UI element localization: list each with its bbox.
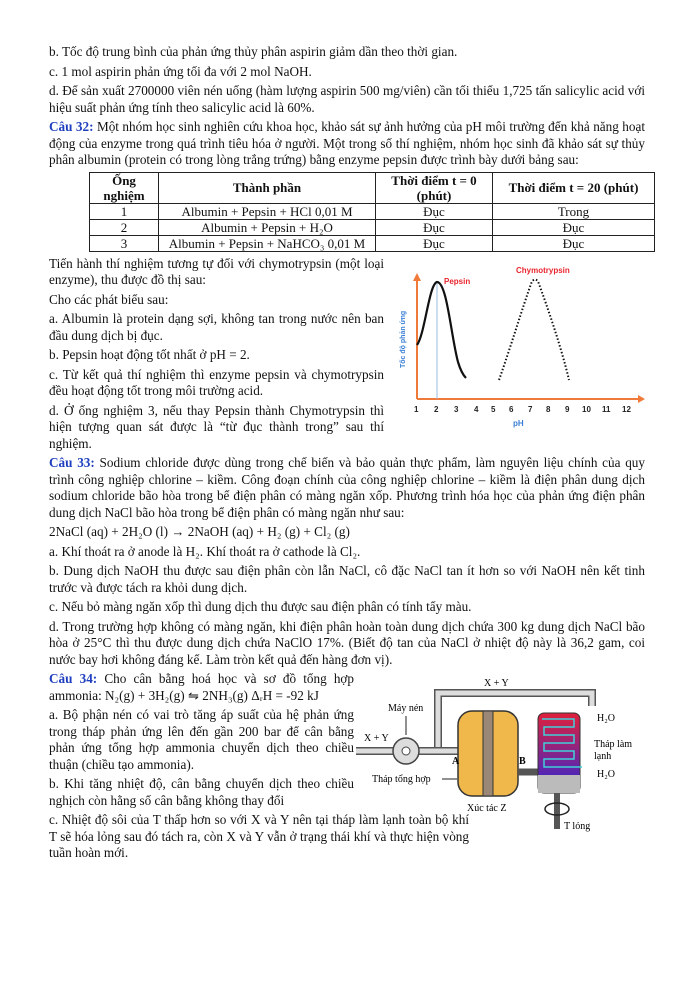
q32-statements-and-chart [49, 256, 645, 456]
experiment-table [89, 172, 655, 252]
svg-text:4: 4 [474, 404, 479, 414]
point-b: B [519, 756, 526, 767]
x-tick-labels [414, 405, 631, 414]
cell: Albumin + Pepsin + HCl 0,01 M [159, 203, 376, 219]
table-row [90, 203, 655, 219]
svg-text:11: 11 [602, 404, 611, 414]
svg-text:7: 7 [528, 404, 533, 414]
q34-label: Câu 34: [49, 671, 98, 686]
q34-statement-c: c. Nhiệt độ sôi của T thấp hơn so với X và Y nên tại tháp làm lạnh toàn bộ khí T sẽ hóa lỏng sau đó tách ra, còn X và Y vẫn ở trạng thái khí và thực hiện vòng tuần hoàn mới. [49, 812, 469, 860]
q31-statement-b: b. Tốc độ trung bình của phản ứng thủy phân aspirin giảm dần theo thời gian. [49, 44, 458, 59]
x-axis-arrow-icon [638, 395, 645, 403]
cell: Đục [376, 235, 493, 251]
h2o-out-label: H₂O [597, 713, 615, 724]
q34-block [49, 671, 645, 865]
input-label: X + Y [364, 733, 389, 744]
liquid-label: T lỏng [564, 821, 591, 832]
col-header: Thời điểm t = 0 (phút) [376, 172, 493, 203]
point-a: A [452, 756, 460, 767]
q33-statement-c: c. Nếu bỏ màng ngăn xốp thì dung dịch thu được sau điện phân có tính tẩy màu. [49, 599, 472, 614]
pepsin-label: Pepsin [444, 276, 471, 286]
tower-label: Tháp tổng hợp [372, 774, 431, 785]
q34-statement-a: a. Bộ phận nén có vai trò tăng áp suất của hệ phản ứng trong tháp phản ứng lên đến gần 200 bar để cân bằng phản ứng tổng hợp ammonia chuyển dịch theo chiều thuận (chiều tạo ammonia). [49, 707, 354, 772]
pepsin-curve [417, 282, 466, 378]
ph-activity-chart [395, 256, 645, 436]
compressor-label: Máy nén [388, 703, 424, 714]
svg-text:10: 10 [582, 404, 591, 414]
table-row [90, 219, 655, 235]
q32-statement-d: d. Ở ống nghiệm 3, nếu thay Pepsin thành Chymotrypsin thì hiện tượng quan sát được là “từ đục thành trong” sau thí nghiệm. [49, 402, 384, 451]
y-axis-label: Tốc độ phản ứng [400, 310, 407, 368]
chymotrypsin-label: Chymotrypsin [516, 265, 570, 275]
col-header: Thành phần [159, 172, 376, 203]
q32-statement-c: c. Từ kết quả thí nghiệm thì enzyme pepsin và chymotrypsin đều hoạt động tốt trong môi trường acid. [49, 366, 384, 398]
cell: Đục [376, 203, 493, 219]
cell: Đục [493, 219, 655, 235]
cell: Albumin + Pepsin + NaHCO₃ 0,01 M [159, 235, 376, 251]
catalyst-label: Xúc tác Z [467, 803, 507, 814]
x-axis-label: pH [513, 418, 524, 428]
q32-statement-a: a. Albumin là protein dạng sợi, không tan trong nước nên ban đầu dung dịch bị đục. [49, 311, 384, 343]
q33-equation: 2NaCl (aq) + 2H₂O (l) → 2NaOH (aq) + H₂ (g) + Cl₂ (g) [49, 524, 350, 539]
chymotrypsin-curve [499, 279, 569, 380]
q32-statement-b: b. Pepsin hoạt động tốt nhất ở pH = 2. [49, 347, 250, 362]
table-header-row [90, 172, 655, 203]
cell: Trong [493, 203, 655, 219]
q32-label: Câu 32: [49, 119, 94, 134]
svg-text:12: 12 [622, 404, 631, 414]
svg-text:6: 6 [509, 404, 514, 414]
cell: 2 [90, 219, 159, 235]
q33-statement-b: b. Dung dịch NaOH thu được sau điện phân còn lẫn NaCl, cô đặc NaCl tan ít hơn so với NaOH nên kết tinh trước và được tách ra khỏi dung dịch. [49, 563, 645, 595]
svg-text:9: 9 [565, 404, 570, 414]
q31-statement-d: d. Để sản xuất 2700000 viên nén uống (hàm lượng aspirin 500 mg/viên) cần tối thiểu 1,725 tấn salicylic acid với hiệu suất phản ứng tính theo salicylic acid là 60%. [49, 83, 645, 115]
chart-svg [395, 256, 645, 436]
svg-text:8: 8 [546, 404, 551, 414]
q32-prompt: Cho các phát biểu sau: [49, 291, 169, 307]
table-row [90, 235, 655, 251]
svg-text:2: 2 [434, 404, 439, 414]
q32-intro: Câu 32: Một nhóm học sinh nghiên cứu khoa học, khảo sát sự ảnh hưởng của pH môi trường đến khả năng hoạt động của enzyme trong quá trình tiêu hóa ở người. Một trong số thí nghiệm, nhóm học sinh đã khảo sát sự thủy phân albumin (protein có trong lòng trắng trứng) bằng enzyme pepsin được trình bày dưới bảng sau: [49, 119, 645, 167]
cell: 3 [90, 235, 159, 251]
cooler-label-1: Tháp làm [594, 739, 633, 750]
svg-text:1: 1 [414, 404, 419, 414]
h2o-in-label: H₂O [597, 769, 615, 780]
cooler-label-2: lạnh [594, 751, 612, 762]
q32-statements [49, 256, 384, 456]
cell: Đục [376, 219, 493, 235]
cell: 1 [90, 203, 159, 219]
q33-statement-a: a. Khí thoát ra ở anode là H₂. Khí thoát ra ở cathode là Cl₂. [49, 543, 361, 559]
y-axis-arrow-icon [413, 273, 421, 281]
col-header: Thời điểm t = 20 (phút) [493, 172, 655, 203]
document-page [49, 44, 645, 865]
cell: Albumin + Pepsin + H₂O [159, 219, 376, 235]
q31-statement-c: c. 1 mol aspirin phản ứng tối đa với 2 mol NaOH. [49, 63, 312, 79]
q34-statement-b: b. Khi tăng nhiệt độ, cân bằng chuyển dịch theo chiều nghịch còn hằng số cân bằng không thay đổi [49, 776, 354, 808]
q33-label: Câu 33: [49, 455, 95, 470]
svg-text:3: 3 [454, 404, 459, 414]
q33-statement-d: d. Trong trường hợp không có màng ngăn, khi điện phân hoàn toàn dung dịch chứa 300 kg dung dịch NaCl bão hòa ở 25°C thì thu được dung dịch chứa NaClO 17%. (Biết độ tan của NaCl ở nhiệt độ này là 36,2 gam, coi nước bay hơi không đáng kể. Làm tròn kết quả đến hàng đơn vị). [49, 618, 645, 667]
col-header: Ống nghiệm [90, 172, 159, 203]
svg-text:5: 5 [491, 404, 496, 414]
recycle-label: X + Y [484, 678, 509, 689]
q32-after-table: Tiến hành thí nghiệm tương tự đối với chymotrypsin (một loại enzyme), thu được đồ thị sau: [49, 255, 384, 287]
q33-intro: Câu 33: Sodium chloride được dùng trong chế biến và bảo quản thực phẩm, làm nguyên liệu chính của quy trình công nghiệp chlorine – kiềm. Công đoạn chính của công nghiệp chlorine – kiềm là điện phân dung dịch sodium chloride bão hòa trong bể điện phân có màng ngăn xốp. Phương trình hóa học của phản ứng điện phân dung dịch NaCl bão hòa trong bể điện phân có màng ngăn như sau: [49, 455, 645, 520]
cell: Đục [493, 235, 655, 251]
q34-intro: Câu 34: Cho cân bằng hoá học và sơ đồ tổng hợp ammonia: N₂(g) + 3H₂(g) ⇋ 2NH₃(g) ΔᵣH = -92 kJ [49, 671, 354, 703]
